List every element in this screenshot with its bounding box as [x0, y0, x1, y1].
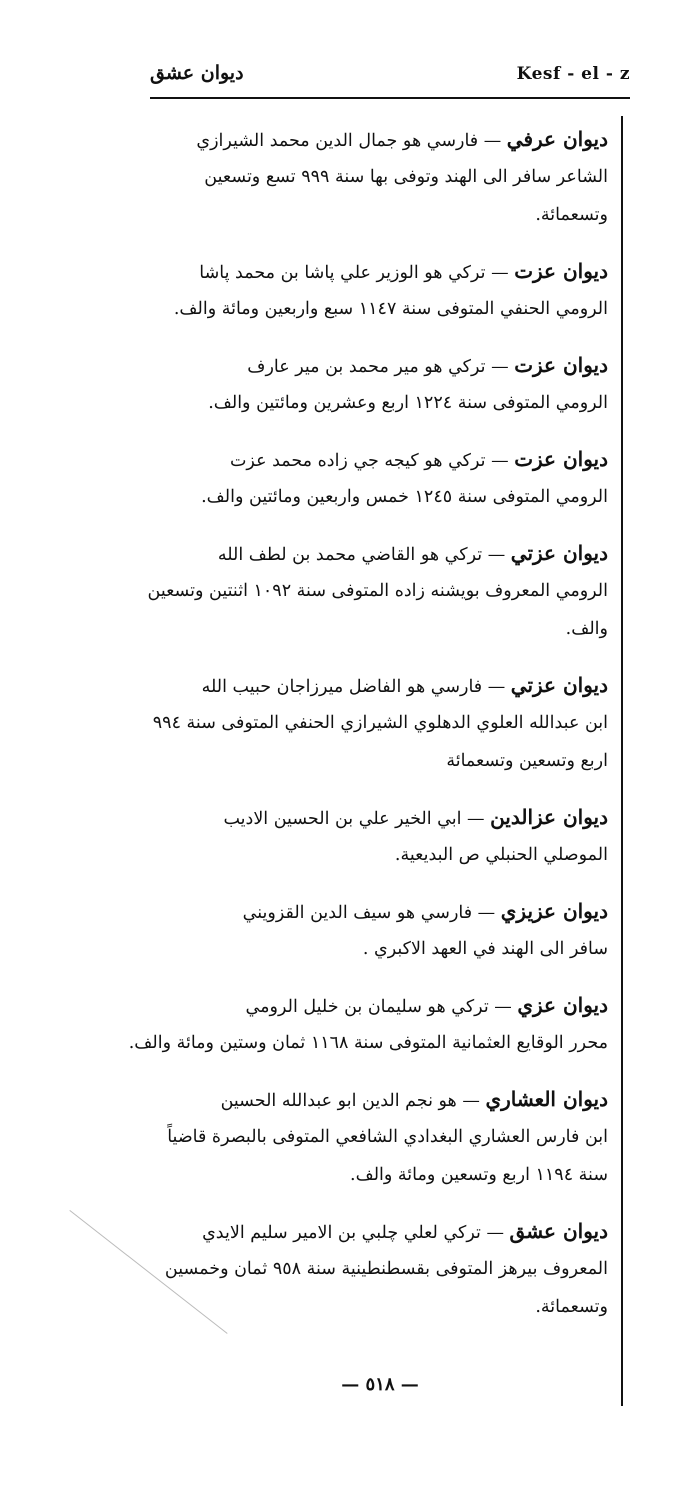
- entry-text: — تركي هو كيجه جي زاده محمد عزت: [229, 451, 509, 471]
- entry-text: ابن عبدالله العلوي الدهلوي الشيرازي الحنفي المتوفى سنة ٩٩٤: [152, 713, 608, 733]
- entry-text: — ابي الخير علي بن الحسين الاديب: [223, 809, 485, 829]
- entry-heading: ديوان عزتي: [510, 673, 608, 697]
- entry-line: [150, 610, 608, 648]
- entry: [150, 440, 608, 516]
- entry-heading: ديوان عزيزي: [500, 899, 608, 923]
- entry-line: [150, 158, 608, 196]
- entry-line: [150, 1212, 608, 1250]
- entry-line: [150, 704, 608, 742]
- entry-line: [150, 798, 608, 836]
- entry-line: [150, 836, 608, 874]
- entry-text: اربع وتسعين وتسعمائة: [446, 751, 608, 771]
- entry-text: — تركي لعلي چلبي بن الامير سليم الايدي: [202, 1223, 504, 1243]
- entry-text: الرومي المتوفى سنة ١٢٤٥ خمس واربعين ومائتين والف.: [201, 487, 608, 507]
- entry-heading: ديوان عزت: [514, 447, 608, 471]
- entry-text: ابن فارس العشاري البغدادي الشافعي المتوفى بالبصرة قاضياً: [167, 1127, 608, 1147]
- entry-text: الرومي الحنفي المتوفى سنة ١١٤٧ سبع واربعين ومائة والف.: [173, 299, 608, 319]
- entry-line: [150, 290, 608, 328]
- entry: [150, 666, 608, 780]
- header-latin-title: Kesf - el - z: [516, 64, 630, 84]
- entry-heading: ديوان عزت: [514, 259, 608, 283]
- entry: [150, 120, 608, 234]
- entry-line: [150, 1156, 608, 1194]
- entry: [150, 1212, 608, 1326]
- entry-text: — فارسي هو سيف الدين القزويني: [242, 903, 496, 923]
- entry-line: [150, 120, 608, 158]
- entry-heading: ديوان العشاري: [485, 1087, 608, 1111]
- entry: [147, 534, 608, 648]
- header-arabic-title: ديوان عشق: [150, 62, 244, 84]
- page-number: — ٥١٨ —: [341, 1374, 419, 1395]
- entry-text: والف.: [565, 619, 608, 639]
- entry-line: [150, 1118, 608, 1156]
- entry-text: الرومي المتوفى سنة ١٢٢٤ اربع وعشرين ومائتين والف.: [208, 393, 608, 413]
- entry-line: [150, 440, 608, 478]
- entry-text: الشاعر سافر الى الهند وتوفى بها سنة ٩٩٩ تسع وتسعين: [204, 167, 608, 187]
- entry: [150, 252, 608, 328]
- entry-line: [150, 1250, 608, 1288]
- entry-line: [150, 930, 608, 968]
- entry-line: [150, 478, 608, 516]
- entry-text: — هو نجم الدين ابو عبدالله الحسين: [220, 1091, 480, 1111]
- entry-text: المعروف بيرهز المتوفى بقسطنطينية سنة ٩٥٨ ثمان وخمسين: [164, 1259, 608, 1279]
- entry-heading: ديوان عزت: [514, 353, 608, 377]
- entry-line: [150, 1080, 608, 1118]
- entry-line: [150, 892, 608, 930]
- entry-heading: ديوان عزي: [517, 993, 608, 1017]
- entry-heading: ديوان عرفي: [506, 127, 608, 151]
- entry-line: [150, 346, 608, 384]
- entry-heading: ديوان عشق: [509, 1219, 608, 1243]
- entry-text: وتسعمائة.: [535, 205, 608, 225]
- entry-text: — تركي هو القاضي محمد بن لطف الله: [217, 545, 506, 565]
- entry: [150, 798, 608, 874]
- entry-line: [150, 252, 608, 290]
- entry-line: [150, 742, 608, 780]
- entry: [150, 1080, 608, 1194]
- entry-text: الموصلي الحنبلي ص البديعية.: [394, 845, 608, 865]
- entry-line: [150, 666, 608, 704]
- entry-text: سنة ١١٩٤ اربع وتسعين ومائة والف.: [350, 1165, 608, 1185]
- entry-line: [150, 196, 608, 234]
- entry-line: [150, 1288, 608, 1326]
- entry-text: الرومي المعروف بويشنه زاده المتوفى سنة ١٠٩٢ اثنتين وتسعين: [147, 581, 608, 601]
- entry-line: [128, 1024, 608, 1062]
- entry: [150, 346, 608, 422]
- entry-line: [150, 384, 608, 422]
- running-header: [150, 58, 630, 92]
- entry-text: — فارسي هو جمال الدين محمد الشيرازي: [196, 131, 502, 151]
- entries-list: [128, 120, 608, 1344]
- entry-text: — فارسي هو الفاضل ميرزاجان حبيب الله: [201, 677, 506, 697]
- margin-rule: [621, 116, 623, 1406]
- entry-text: — تركي هو مير محمد بن مير عارف: [247, 357, 509, 377]
- entry-text: — تركي هو سليمان بن خليل الرومي: [245, 997, 512, 1017]
- header-rule: [150, 97, 630, 99]
- entry-heading: ديوان عزالدين: [490, 805, 608, 829]
- entry-text: وتسعمائة.: [535, 1297, 608, 1317]
- entry-text: سافر الى الهند في العهد الاكبري .: [362, 939, 608, 959]
- entry-line: [150, 534, 608, 572]
- entry: [150, 892, 608, 968]
- entry: [128, 986, 608, 1062]
- entry-text: محرر الوقايع العثمانية المتوفى سنة ١١٦٨ ثمان وستين ومائة والف.: [128, 1033, 608, 1053]
- entry-line: [147, 572, 608, 610]
- entry-text: — تركي هو الوزير علي پاشا بن محمد پاشا: [199, 263, 509, 283]
- entry-line: [150, 986, 608, 1024]
- entry-heading: ديوان عزتي: [510, 541, 608, 565]
